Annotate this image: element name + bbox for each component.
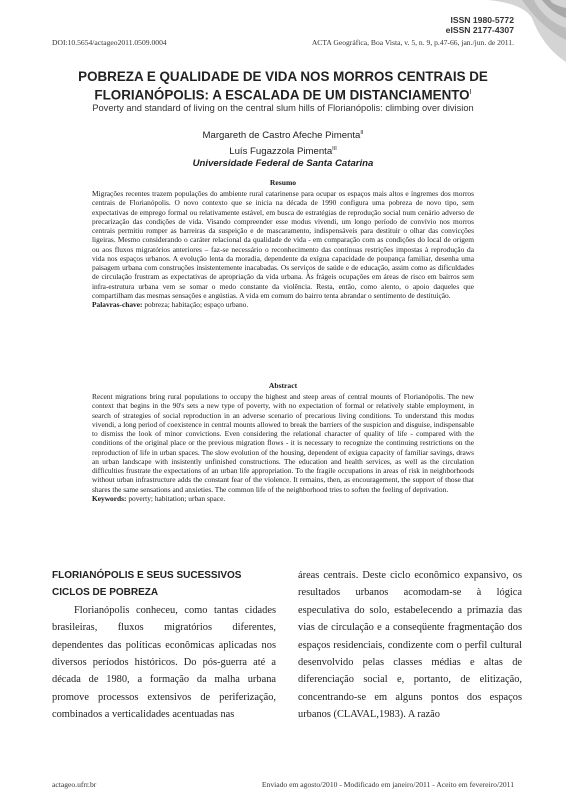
author-2-name: Luís Fugazzola Pimenta <box>229 145 333 157</box>
issn-block <box>446 15 514 35</box>
article-subtitle: Poverty and standard of living on the central slum hills of Florianópolis: climbing over division <box>92 103 474 113</box>
affiliation: Universidade Federal de Santa Catarina <box>192 158 374 170</box>
author-block <box>40 127 526 171</box>
author-2 <box>40 143 526 159</box>
doi[interactable]: DOI:10.5654/actageo2011.0509.0004 <box>52 38 167 47</box>
resumo-keywords-label: Palavras-chave: <box>92 300 143 309</box>
footer-dates: Enviado em agosto/2010 - Modificado em janeiro/2011 - Aceito em fevereiro/2011 <box>261 780 514 789</box>
issn: ISSN 1980-5772 <box>450 15 514 25</box>
title-line-2-text: FLORIANÓPOLIS: A ESCALADA DE UM DISTANCIAMENTO <box>94 87 470 103</box>
abstract-heading: Abstract <box>268 381 298 390</box>
author-1 <box>40 127 526 143</box>
section-heading-line-1: FLORIANÓPOLIS E SEUS SUCESSIVOS <box>52 570 242 581</box>
author-1-name: Margareth de Castro Afeche Pimenta <box>202 130 361 142</box>
resumo-keywords <box>92 300 474 309</box>
resumo-body: Migrações recentes trazem populações do ambiente rural catarinense para ocupar os espaços mais altos e íngremes dos morros centrais de Florianópolis. O novo contexto que se inicia na década de 1990 configura uma pobreza de novo tipo, sem expectativas de emprego formal ou relativamente estável, em busca de estratégias de reprodução social num cenário adverso de precarização das condições de vida. Visando compreender esse modus vivendi, um longo período de convívio nos morros centrais permitiu romper as barreiras da suspeição e de mascaramento, indispensáveis para destituir o olhar das convicções ligeiras. Mesmo considerando o caráter relacional da qualidade de vida - em comparação com as condições do local de origem ou aos fluxos migratórios anteriores – faz-se necessário o reconhecimento das contínuas restrições impostas à reprodução da vida nos espaços urbanos. A evolução lenta da moradia, dependente da exígua capacidade de poupança familiar, desenha uma paisagem urbana com construções insistentemente inacabadas. Os serviços de saúde e de educação, assim como as dificuldades de circulação frustram as expectativas de apropriação da vida urbana. Às frágeis ocupações em áreas de risco em bairros sem infra-estrutura urbana vem se somar o medo constante da violência. Resta, então, como alento, o apoio daqueles que compartilham das mesmas sensações e angústias. A vida em comum do bairro tenta abrandar o sentimento de destituição. <box>92 189 474 300</box>
eissn: eISSN 2177-4307 <box>445 25 514 35</box>
abstract-keywords-label: Keywords: <box>92 493 127 503</box>
title-line-2 <box>40 85 526 103</box>
article-title <box>40 69 526 103</box>
journal-citation: ACTA Geográfica, Boa Vista, v. 5, n. 9, p.47-66, jan./jun. de 2011. <box>311 38 514 47</box>
author-2-mark[interactable]: III <box>332 145 337 152</box>
title-footnote-mark[interactable]: I <box>469 89 472 96</box>
abstract-keywords-text: poverty; habitation; urban space. <box>126 493 226 503</box>
body-column-left <box>52 567 276 724</box>
title-line-1: POBREZA E QUALIDADE DE VIDA NOS MORROS CENTRAIS DE <box>78 69 488 84</box>
abstract-body: Recent migrations bring rural populations to occupy the highest and steep areas of central mounts of Florianópolis. The new context that begins in the 90's sets a new type of poverty, with no expectation of formal or relatively stable employment, in search of strategies of social reproduction in an adverse scenario of precarious living conditions. To understand this modus vivendi, a long period of coexistence in central mounts allowed to break the barriers of the suspicion and disguise, indispensable to dismiss the look of minor convictions. Even considering the relational character of quality of life - compared with the conditions of the original place or the previous migration flows - it is necessary to recognize the continuing restrictions on the reproduction of life in urban spaces. The slow evolution of the housing, dependent of exígua capacity of familiar savings, draws an urban landscape with insistently unfinished constructions. The education and health services, as well as the circulation difficulties frustrate the expectations of an urban life appropriation. To the fragile occupations in areas of risk in neighborhoods without urban infrastructure adds the constant fear of the violence. It remains, then, as encouragement, the support of those that shares the same sensations and anxieties. The common life of the neighborhood tries to soften the feeling of deprivation. <box>92 392 474 494</box>
author-1-mark[interactable]: II <box>360 130 364 136</box>
footer-site[interactable]: actageo.ufrr.br <box>52 780 97 789</box>
abstract-keywords <box>92 494 474 503</box>
body-paragraph-left: Florianópolis conheceu, como tantas cidades brasileiras, fluxos migratórios diferentes, dependentes das políticas econômicas aplicadas nos diversos períodos históricos. Do pós-guerra até a década de 1980, a formação da malha urbana promove processos extensivos de periferização, combinados a verticalidades acentuadas nas <box>52 604 276 721</box>
resumo-keywords-text: pobreza; habitação; espaço urbano. <box>142 300 249 309</box>
resumo-section <box>92 189 474 309</box>
section-heading-line-2: CICLOS DE POBREZA <box>52 587 159 599</box>
resumo-heading: Resumo <box>269 178 297 187</box>
section-heading <box>52 567 276 602</box>
body-paragraph-right: áreas centrais. Deste ciclo econômico expansivo, os resultados urbanos acomodam-se à lógica especulativa do solo, estabelecendo a primazia das vias de circulação e a conseqüente fragmentação dos espaços residenciais, condizente com o perfil cultural desenvolvido pelas classes médias e altas de diferenciação social e, portanto, de elitização, concentrando-se em alguns pontos dos espaços urbanos (CLAVAL,1983). A razão <box>298 570 522 721</box>
abstract-section <box>92 392 474 503</box>
body-column-right <box>298 567 522 724</box>
